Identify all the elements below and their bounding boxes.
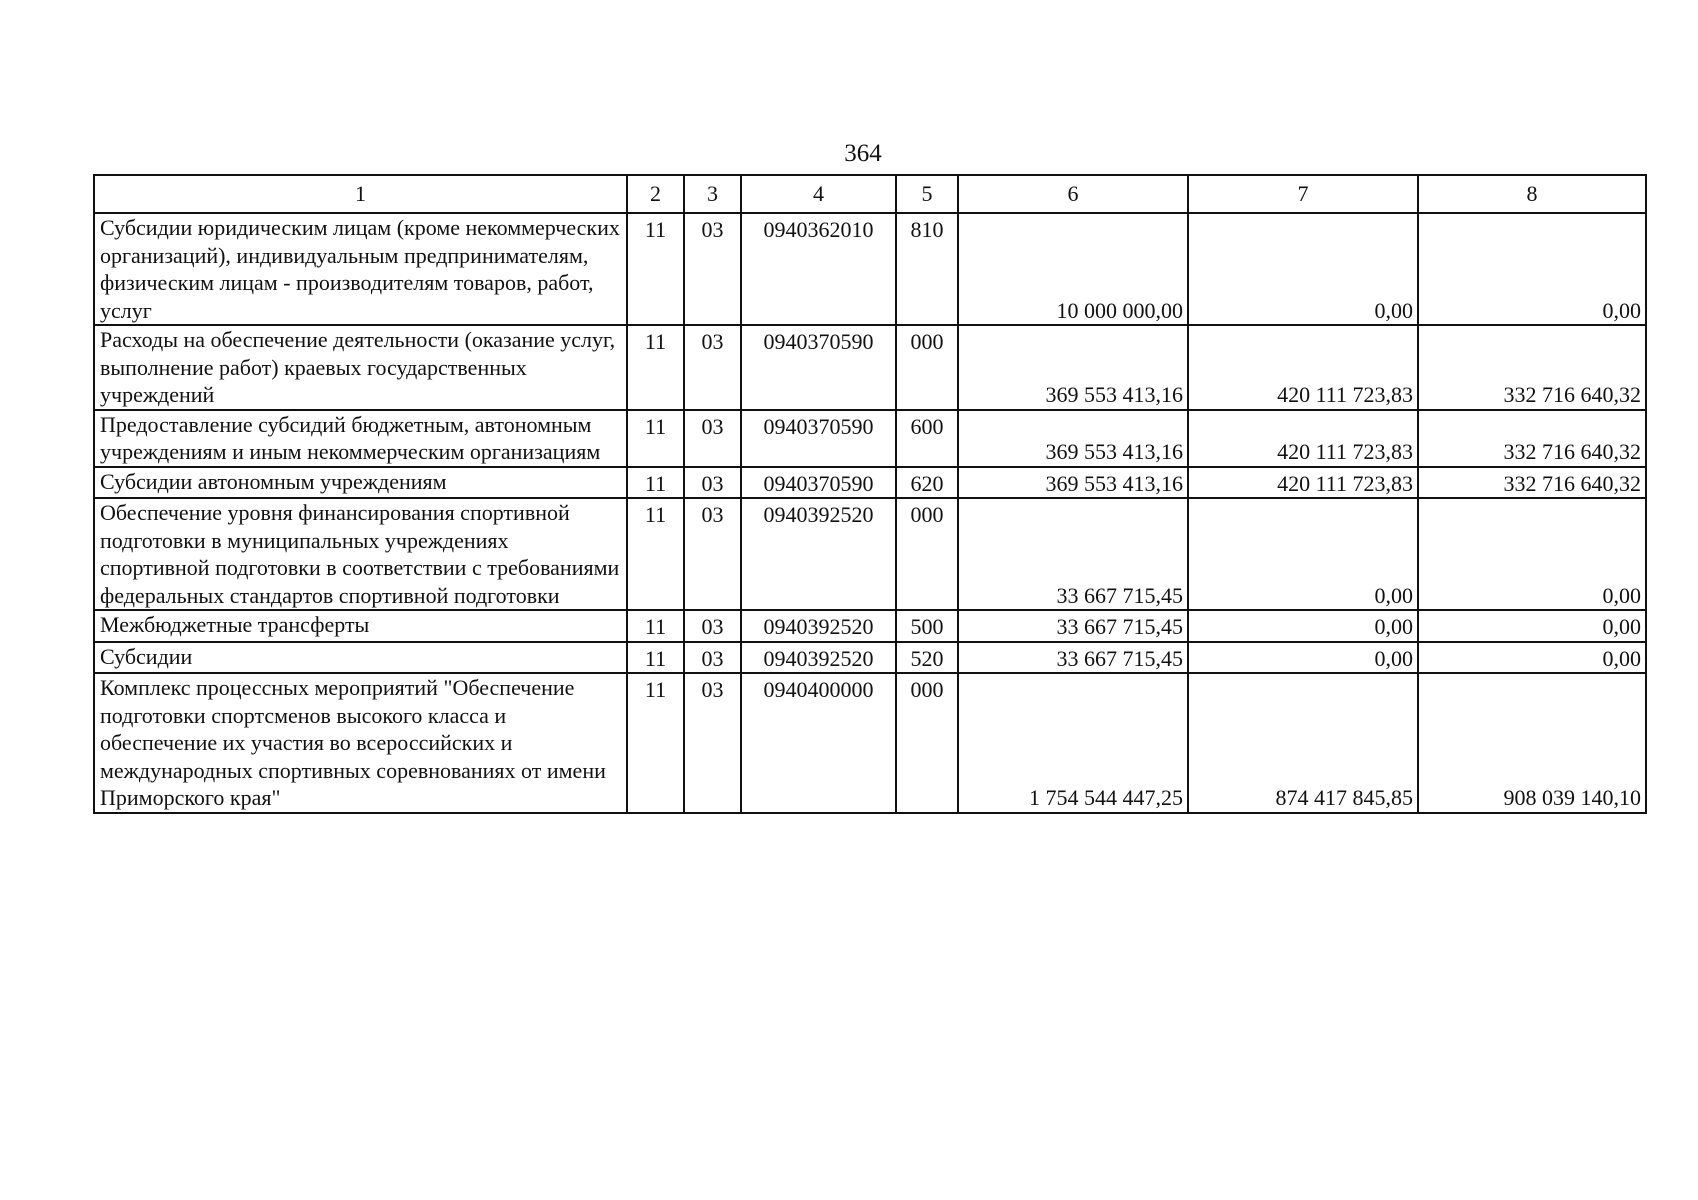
table-row xyxy=(94,498,1646,610)
row-subsection: 03 xyxy=(684,410,741,467)
row-amount-col8: 332 716 640,32 xyxy=(1418,325,1646,410)
row-amount-col8: 0,00 xyxy=(1418,642,1646,674)
column-header-5: 5 xyxy=(896,175,958,213)
row-amount-col8: 908 039 140,10 xyxy=(1418,673,1646,813)
row-section: 11 xyxy=(627,673,684,813)
table-row xyxy=(94,610,1646,642)
row-target-code: 0940370590 xyxy=(741,325,896,410)
table-row xyxy=(94,213,1646,325)
row-subsection: 03 xyxy=(684,498,741,610)
row-target-code: 0940370590 xyxy=(741,467,896,499)
row-amount-col8: 332 716 640,32 xyxy=(1418,410,1646,467)
table-header xyxy=(94,175,1646,213)
row-amount-col7: 420 111 723,83 xyxy=(1188,325,1418,410)
row-name: Обеспечение уровня финансирования спортивной подготовки в муниципальных учреждениях спортивной подготовки в соответствии с требованиями федеральных стандартов спортивной подготовки xyxy=(94,498,627,610)
row-name: Расходы на обеспечение деятельности (оказание услуг, выполнение работ) краевых государственных учреждений xyxy=(94,325,627,410)
header-row xyxy=(94,175,1646,213)
row-name: Субсидии автономным учреждениям xyxy=(94,467,627,499)
row-amount-col8: 0,00 xyxy=(1418,610,1646,642)
budget-table xyxy=(93,174,1647,814)
row-section: 11 xyxy=(627,467,684,499)
row-amount-col6: 10 000 000,00 xyxy=(958,213,1188,325)
row-name: Субсидии юридическим лицам (кроме некоммерческих организаций), индивидуальным предпринимателям, физическим лицам - производителям товаров, работ, услуг xyxy=(94,213,627,325)
table-row xyxy=(94,467,1646,499)
row-target-code: 0940400000 xyxy=(741,673,896,813)
row-section: 11 xyxy=(627,610,684,642)
row-expense-type: 520 xyxy=(896,642,958,674)
row-expense-type: 500 xyxy=(896,610,958,642)
page-number: 364 xyxy=(844,140,882,167)
row-subsection: 03 xyxy=(684,610,741,642)
table-row xyxy=(94,410,1646,467)
column-header-4: 4 xyxy=(741,175,896,213)
column-header-8: 8 xyxy=(1418,175,1646,213)
row-expense-type: 000 xyxy=(896,673,958,813)
row-amount-col8: 332 716 640,32 xyxy=(1418,467,1646,499)
row-name: Предоставление субсидий бюджетным, автономным учреждениям и иным некоммерческим организациям xyxy=(94,410,627,467)
row-subsection: 03 xyxy=(684,213,741,325)
row-section: 11 xyxy=(627,498,684,610)
table-row xyxy=(94,642,1646,674)
column-header-1: 1 xyxy=(94,175,627,213)
row-name: Межбюджетные трансферты xyxy=(94,610,627,642)
row-amount-col6: 369 553 413,16 xyxy=(958,325,1188,410)
column-header-2: 2 xyxy=(627,175,684,213)
row-amount-col6: 33 667 715,45 xyxy=(958,610,1188,642)
column-header-7: 7 xyxy=(1188,175,1418,213)
row-expense-type: 000 xyxy=(896,498,958,610)
row-subsection: 03 xyxy=(684,673,741,813)
row-section: 11 xyxy=(627,642,684,674)
row-target-code: 0940362010 xyxy=(741,213,896,325)
row-amount-col7: 420 111 723,83 xyxy=(1188,410,1418,467)
row-section: 11 xyxy=(627,213,684,325)
row-name: Комплекс процессных мероприятий "Обеспечение подготовки спортсменов высокого класса и обеспечение их участия во всероссийских и международных спортивных соревнованиях от имени Приморского края" xyxy=(94,673,627,813)
table-body xyxy=(94,213,1646,813)
row-target-code: 0940370590 xyxy=(741,410,896,467)
row-amount-col6: 369 553 413,16 xyxy=(958,410,1188,467)
row-expense-type: 620 xyxy=(896,467,958,499)
row-subsection: 03 xyxy=(684,642,741,674)
row-subsection: 03 xyxy=(684,467,741,499)
row-amount-col7: 0,00 xyxy=(1188,610,1418,642)
row-amount-col6: 33 667 715,45 xyxy=(958,642,1188,674)
row-expense-type: 810 xyxy=(896,213,958,325)
row-amount-col7: 0,00 xyxy=(1188,642,1418,674)
row-amount-col6: 1 754 544 447,25 xyxy=(958,673,1188,813)
row-section: 11 xyxy=(627,325,684,410)
row-amount-col7: 420 111 723,83 xyxy=(1188,467,1418,499)
row-subsection: 03 xyxy=(684,325,741,410)
row-amount-col6: 33 667 715,45 xyxy=(958,498,1188,610)
row-amount-col7: 0,00 xyxy=(1188,498,1418,610)
row-amount-col6: 369 553 413,16 xyxy=(958,467,1188,499)
row-amount-col7: 874 417 845,85 xyxy=(1188,673,1418,813)
row-expense-type: 600 xyxy=(896,410,958,467)
row-target-code: 0940392520 xyxy=(741,610,896,642)
row-section: 11 xyxy=(627,410,684,467)
table-row xyxy=(94,673,1646,813)
table-row xyxy=(94,325,1646,410)
column-header-3: 3 xyxy=(684,175,741,213)
row-amount-col8: 0,00 xyxy=(1418,213,1646,325)
row-name: Субсидии xyxy=(94,642,627,674)
row-target-code: 0940392520 xyxy=(741,642,896,674)
row-target-code: 0940392520 xyxy=(741,498,896,610)
row-amount-col8: 0,00 xyxy=(1418,498,1646,610)
row-amount-col7: 0,00 xyxy=(1188,213,1418,325)
column-header-6: 6 xyxy=(958,175,1188,213)
row-expense-type: 000 xyxy=(896,325,958,410)
